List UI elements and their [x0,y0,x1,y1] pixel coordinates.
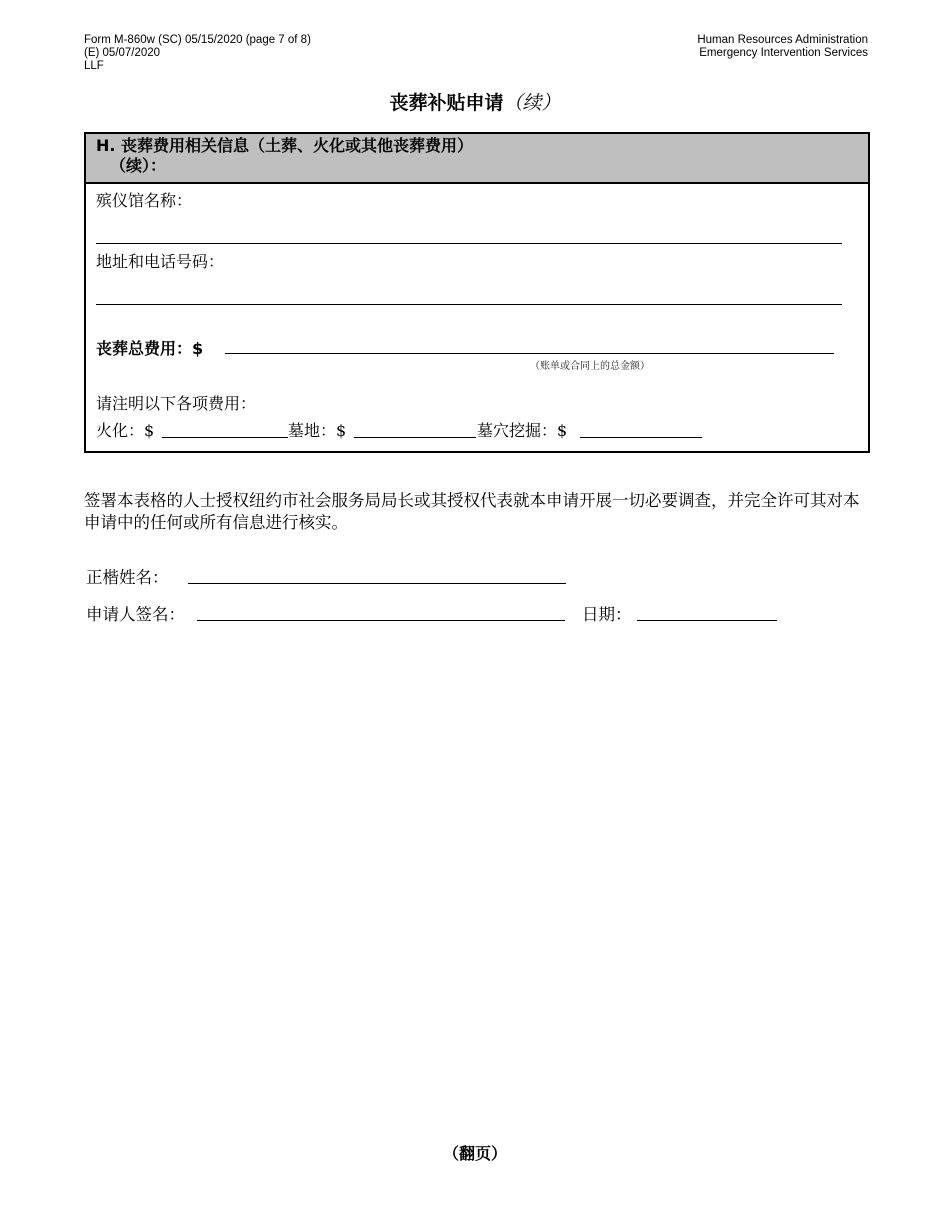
address-phone-label: 地址和电话号码： [96,252,225,271]
section-h-heading-line2: （续）： [110,156,167,175]
cemetery-label: 墓地：$ [288,421,347,440]
title-main: 丧葬补贴申请 [389,92,504,114]
llf-code: LLF [84,60,104,72]
total-cost-note: （账单或合同上的总金额） [530,361,650,372]
grave-opening-field[interactable] [580,437,702,438]
cemetery-field[interactable] [354,437,476,438]
cremation-label: 火化：$ [96,421,155,440]
print-name-field[interactable] [188,583,566,584]
total-cost-label: 丧葬总费用：$ [96,339,204,358]
agency-division: Emergency Intervention Services [699,47,868,59]
itemize-label: 请注明以下各项费用： [96,394,257,413]
title-continued: （续） [503,92,561,114]
date-label: 日期： [582,605,632,624]
total-cost-field[interactable] [225,353,834,354]
section-h-heading-line1: H. 丧葬费用相关信息（土葬、火化或其他丧葬费用） [96,136,474,155]
english-date: (E) 05/07/2020 [84,47,161,59]
page-title [0,88,950,115]
applicant-signature-field[interactable] [197,620,565,621]
form-number: Form M-860w (SC) 05/15/2020 (page 7 of 8) [84,34,311,46]
print-name-label: 正楷姓名： [86,568,169,587]
section-h-box [84,132,870,453]
agency-header [697,34,868,60]
grave-opening-label: 墓穴挖掘：$ [477,421,568,440]
applicant-signature-label: 申请人签名： [86,605,185,624]
date-field[interactable] [637,620,777,621]
turn-page-note: （翻页） [442,1144,507,1163]
authorization-statement: 签署本表格的人士授权纽约市社会服务局局长或其授权代表就本申请开展一切必要调查，并完全许可其对本申请中的任何或所有信息进行核实。 [84,491,860,532]
address-phone-field[interactable] [96,304,842,305]
cremation-field[interactable] [162,437,288,438]
section-h-heading [86,134,868,184]
funeral-home-label: 殡仪馆名称： [96,191,193,210]
funeral-home-field[interactable] [96,243,842,244]
agency-name: Human Resources Administration [697,34,868,46]
form-id-header [84,34,311,73]
